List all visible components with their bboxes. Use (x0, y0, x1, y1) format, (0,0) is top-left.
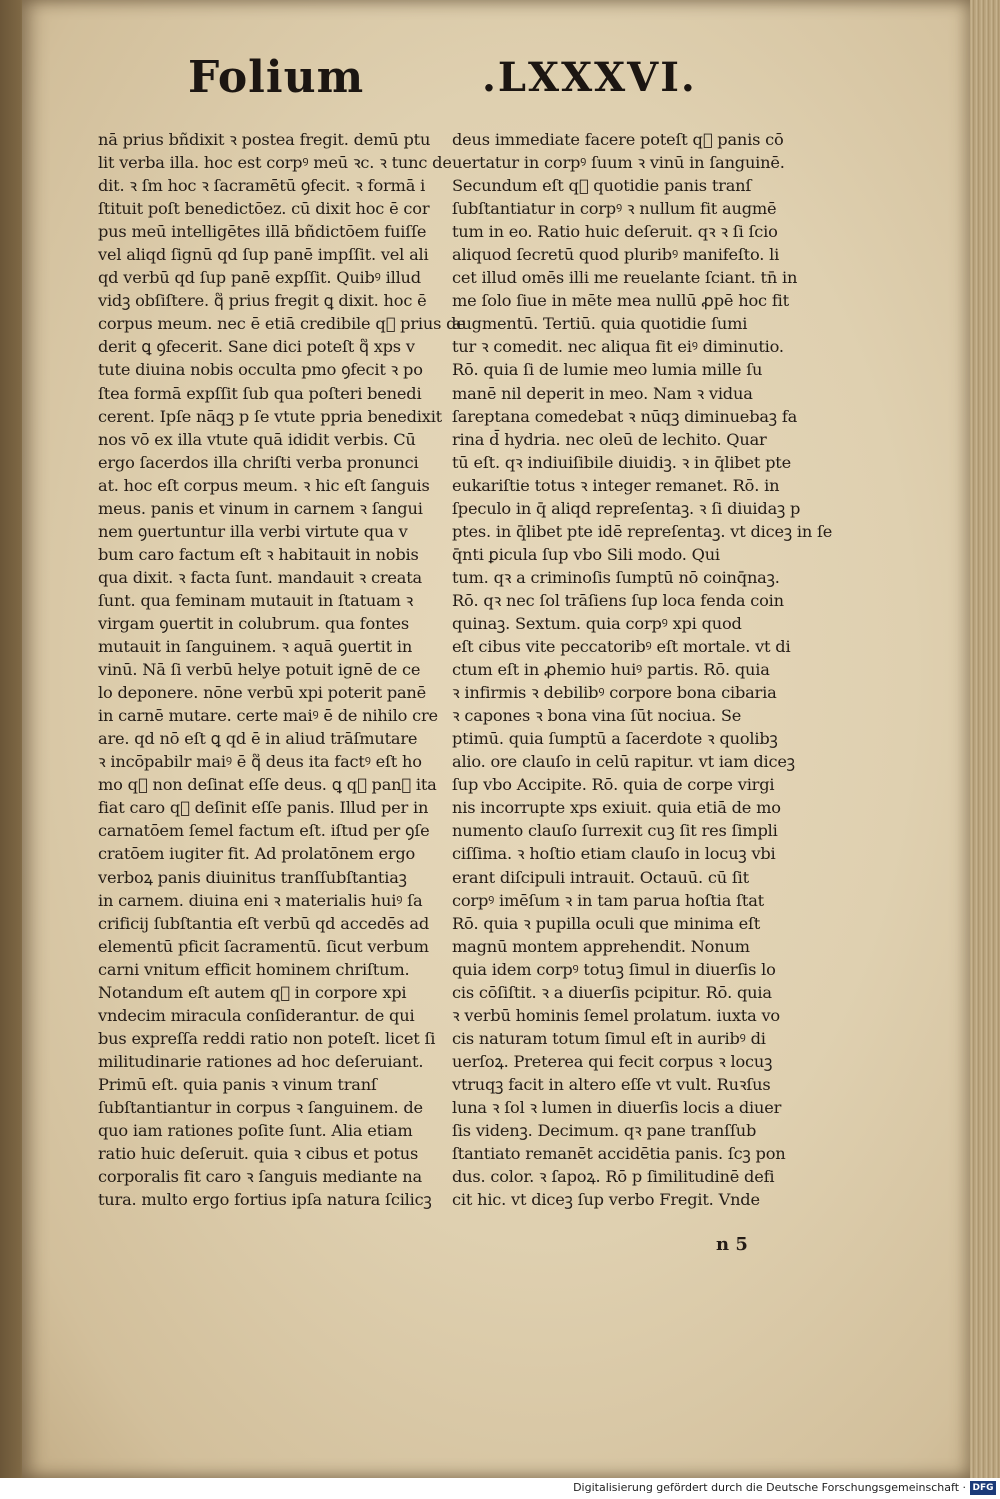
text-line: vel aliqd ſignū qd ſup panē impſſit. vel ali (98, 245, 429, 265)
text-line: Secundum eſt q᷑ quotidie panis tranſ (452, 176, 752, 196)
text-line: corpꝰ imēſum ꝛ in tam parua hoſtia ſtat (452, 890, 764, 910)
text-line: bum caro factum eſt ꝛ habitauit in nobis (98, 544, 419, 564)
page-edge-stack (970, 0, 1000, 1478)
signature-mark: n 5 (716, 1234, 748, 1255)
text-line: vinū. Nā ſi verbū helye potuit ignē de ce (98, 660, 421, 680)
text-line: ciſſima. ꝛ hoſtio etiam clauſo in locuꝫ vbi (452, 844, 776, 864)
text-line: cerent. Ipſe nāqꝫ p ſe vtute ppria benedixit (98, 406, 442, 426)
text-line: tur ꝛ comedit. nec aliqua fit eiꝰ diminutio. (452, 337, 784, 357)
text-line: mutauit in ſanguinem. ꝛ aquā ꝯuertit in (98, 637, 413, 657)
text-line: vndecim miracula conſiderantur. de qui (98, 1005, 415, 1025)
text-line: ptimū. quia ſumptū a ſacerdote ꝛ quolibꝫ (452, 729, 778, 749)
left-text-column (98, 128, 466, 1211)
text-line: Rō. quia ꝛ pupilla oculi que minima eſt (452, 913, 761, 933)
text-line: ergo ſacerdos illa chriſti verba pronunci (98, 452, 419, 472)
text-line: cis cōſiſtit. ꝛ a diuerſis pcipitur. Rō. quia (452, 982, 772, 1002)
text-line: nā prius bñdixit ꝛ postea fregit. demū ptu (98, 130, 431, 149)
text-line: at. hoc eſt corpus meum. ꝛ hic eſt ſanguis (98, 475, 430, 495)
right-text-column (452, 128, 833, 1211)
text-line: rina d̄ hydria. nec oleū de lechito. Quar (452, 429, 767, 449)
text-line: verboꝝ panis diuinitus tranſſubſtantiaꝫ (98, 867, 407, 887)
text-line: ſtituit poſt benedictōez. cū dixit hoc ē cor (98, 199, 430, 219)
text-line: eſt cibus vite peccatoribꝰ eſt mortale. vt di (452, 637, 791, 657)
text-line: mo q᷑ non deſinat eſſe deus. ꝗ q᷑ panꝭ ita (98, 775, 437, 795)
text-line: qua dixit. ꝛ facta ſunt. mandauit ꝛ creata (98, 567, 422, 587)
text-line: quinaꝫ. Sextum. quia corpꝰ xpi quod (452, 613, 742, 633)
text-line: dus. color. ꝛ ſapoꝝ. Rō p ſimilitudinē defi (452, 1167, 775, 1187)
text-line: lit verba illa. hoc est corpꝰ meū ꝛc. ꝛ tunc de (98, 153, 452, 173)
text-line: ptes. in q̄libet pte idē repreſentaꝫ. vt diceꝫ in ſe (452, 521, 833, 541)
text-line: ꝛ verbū hominis ſemel prolatum. iuxta vo (452, 1005, 780, 1025)
text-line: crificij ſubſtantia eſt verbū qd accedēs ad (98, 913, 430, 933)
text-line: ratio huic deſeruit. quia ꝛ cibus et potus (98, 1144, 419, 1164)
text-line: elementū pficit ſacramentū. ſicut verbum (98, 936, 429, 956)
text-line: nem ꝯuertuntur illa verbi virtute qua v (98, 521, 408, 541)
text-line: qd verbū qd ſup panē expſſit. Quibꝰ illud (98, 268, 421, 288)
text-line: ꝛ incōpabilr maiꝰ ē q᷑ deus ita factꝰ eſt ho (98, 752, 422, 772)
text-line: ꝛ infirmis ꝛ debilibꝰ corpore bona cibaria (452, 683, 777, 703)
footer-bar (0, 1478, 1000, 1499)
text-line: Rō. quia ſi de lumie meo lumia mille ſu (452, 360, 763, 380)
text-line: augmentū. Tertiū. quia quotidie ſumi (452, 314, 748, 334)
text-line: Primū eſt. quia panis ꝛ vinum tranſ (98, 1074, 377, 1094)
text-line: ſtantiato remanēt accidētia panis. ſcꝫ pon (452, 1144, 786, 1164)
text-line: nis incorrupte xps exiuit. quia etiā de mo (452, 798, 781, 818)
text-line: pus meū intelligētes illā bñdictōem fuiſſe (98, 222, 427, 242)
text-line: numento clauſo ſurrexit cuꝫ ſit res ſimpli (452, 821, 778, 841)
text-line: deus immediate facere poteſt q᷑ panis cō (452, 130, 784, 149)
dfg-logo: DFG (970, 1481, 996, 1495)
text-line: tura. multo ergo fortius ipſa natura ſcilicꝫ (98, 1190, 432, 1210)
text-line: Notandum eſt autem q᷑ in corpore xpi (98, 982, 407, 1002)
text-line: lo deponere. nōne verbū xpi poterit panē (98, 683, 427, 703)
text-line: derit ꝗ ꝯfecerit. Sane dici poteſt q᷑ xps v (98, 337, 415, 357)
text-line: corpus meum. nec ē etiā credibile q᷑ prius de (98, 314, 466, 334)
text-line: vidꝫ obſiſtere. q᷑ prius fregit ꝗ dixit. hoc ē (98, 291, 427, 311)
text-line: militudinarie rationes ad hoc deſeruiant. (98, 1051, 424, 1071)
text-line: tute diuina nobis occulta pmo ꝯfecit ꝛ po (98, 360, 423, 380)
text-line: vtruqꝫ facit in altero eſſe vt vult. Ruꝛſus (452, 1074, 771, 1094)
text-line: alio. ore clauſo in celū rapitur. vt iam diceꝫ (452, 752, 795, 772)
text-line: luna ꝛ ſol ꝛ lumen in diuerſis locis a diuer (452, 1097, 782, 1117)
text-line: ſubſtantiantur in corpus ꝛ ſanguinem. de (98, 1097, 423, 1117)
text-line: fiat caro q᷑ deſinit eſſe panis. Illud per in (98, 798, 429, 818)
text-line: ſtea formā expſſit ſub qua poſteri benedi (98, 383, 422, 403)
text-line: aliquod ſecretū quod pluribꝰ manifeſto. li (452, 245, 780, 265)
text-line: carni vnitum efficit hominem chriſtum. (98, 959, 410, 979)
text-line: ſunt. qua feminam mutauit in ſtatuam ꝛ (98, 590, 414, 610)
text-line: in carnem. diuina eni ꝛ materialis huiꝰ ſa (98, 890, 423, 910)
text-line: bus expreſſa reddi ratio non poteſt. licet ſi (98, 1028, 436, 1048)
text-line: ſareptana comedebat ꝛ nūqꝫ diminuebaꝫ fa (452, 406, 798, 426)
text-line: cit hic. vt diceꝫ ſup verbo Fregit. Vnde (452, 1190, 760, 1210)
header-folio-number: .LXXXVI. (482, 54, 697, 101)
text-line: tum. qꝛ a criminoſis ſumptū nō coinq̄naꝫ. (452, 567, 780, 587)
header-folium: Folium (188, 52, 365, 103)
text-line: quo iam rationes poſite ſunt. Alia etiam (98, 1121, 413, 1141)
text-line: carnatōem ſemel factum eſt. iſtud per ꝯſe (98, 821, 430, 841)
text-line: cratōem iugiter fit. Ad prolatōnem ergo (98, 844, 416, 864)
text-line: ſpeculo in q̄ aliqd repreſentaꝫ. ꝛ ſi diuidaꝫ p (452, 498, 801, 518)
footer-credit: Digitalisierung gefördert durch die Deutsche Forschungsgemeinschaft · (573, 1481, 966, 1494)
text-line: tū eſt. qꝛ indiuiſibile diuidiꝫ. ꝛ in q̄libet pte (452, 452, 791, 472)
text-line: eukariſtie totus ꝛ integer remanet. Rō. in (452, 475, 780, 495)
text-line: uerſoꝝ. Preterea qui fecit corpus ꝛ locuꝫ (452, 1051, 773, 1071)
text-line: virgam ꝯuertit in colubrum. qua fontes (98, 613, 410, 633)
page-header (160, 52, 720, 112)
text-line: cet illud omēs illi me reuelante ſciant. tn̄ in (452, 268, 798, 288)
text-line: erant diſcipuli intrauit. Octauū. cū ſit (452, 867, 749, 887)
text-line: nos vō ex illa vtute quā ididit verbis. Cū (98, 429, 416, 449)
text-line: tum in eo. Ratio huic deſeruit. qꝛ ꝛ ſi ſcio (452, 222, 778, 242)
text-line: meus. panis et vinum in carnem ꝛ ſangui (98, 498, 423, 518)
text-line: ſubſtantiatur in corpꝰ ꝛ nullum fit augmē (452, 199, 777, 219)
text-line: ſup vbo Accipite. Rō. quia de corpe virgi (452, 775, 775, 795)
text-line: magnū montem apprehendit. Nonum (452, 936, 750, 956)
text-line: ꝛ capones ꝛ bona vina ſūt nociua. Se (452, 706, 742, 726)
text-line: ctum eſt in ꝓhemio huiꝰ partis. Rō. quia (452, 660, 770, 680)
text-line: dit. ꝛ ſm hoc ꝛ ſacramētū ꝯfecit. ꝛ formā i (98, 176, 426, 196)
text-line: quia idem corpꝰ totuꝫ ſimul in diuerſis lo (452, 959, 776, 979)
text-line: q̄nti ꝑicula ſup vbo Sili modo. Qui (452, 544, 720, 564)
text-line: manē nil deperit in meo. Nam ꝛ vidua (452, 383, 753, 403)
text-line: Rō. qꝛ nec ſol trāſiens ſup loca fenda coin (452, 590, 784, 610)
text-line: me ſolo ſiue in mēte mea nullū ꝓpē hoc fit (452, 291, 789, 311)
text-line: uertatur in corpꝰ ſuum ꝛ vinū in ſanguinē. (452, 153, 785, 173)
text-line: ſis videnꝫ. Decimum. qꝛ pane tranſſub (452, 1121, 757, 1141)
text-line: cis naturam totum ſimul eſt in auribꝰ di (452, 1028, 766, 1048)
text-line: in carnē mutare. certe maiꝰ ē de nihilo cre (98, 706, 438, 726)
text-line: are. qd nō eſt ꝗ qd ē in aliud trāſmutare (98, 729, 418, 749)
text-line: corporalis fit caro ꝛ ſanguis mediante na (98, 1167, 422, 1187)
